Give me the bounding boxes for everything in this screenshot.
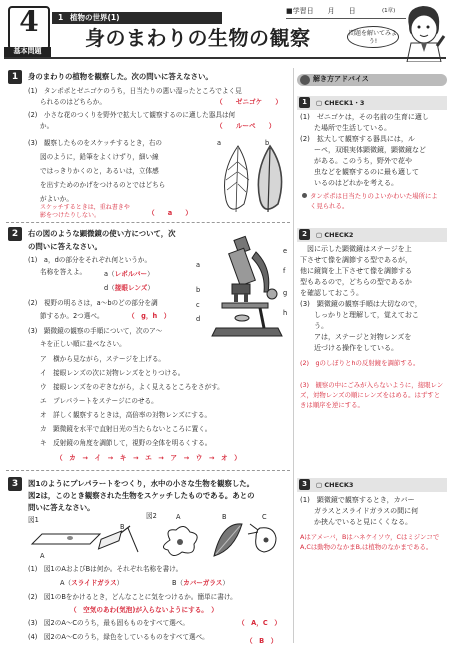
micro-label-a: a xyxy=(196,261,201,269)
q1-hint: スケッチするときは，重ね書きや影をつけたりしない。 xyxy=(40,204,130,219)
advice-1-line4: ーペ，双眼実体顕微鏡，顕微鏡など xyxy=(300,146,426,154)
revolver xyxy=(232,284,250,294)
q1-3-answer: （ a ） xyxy=(148,209,193,217)
advice-2-line4: 型もあるので，どちらの型であるか xyxy=(300,278,412,286)
slide-glass xyxy=(32,534,100,544)
q2-step-ki: キ 反射鏡の角度を調節して，視野の全体を明るくする。 xyxy=(40,439,212,447)
advice-2-line9: アは，ステージと対物レンズを xyxy=(300,333,412,341)
advice-3-hint: Aはアメーバ，Bはハネケイソウ，CはミジンコでA,Cは動物のなかまB,は植物のなかまである。 xyxy=(300,533,440,551)
q2-1-text: (1) a，dの部分をそれぞれ何というか。 xyxy=(28,256,152,264)
unit-subnumber: 1 xyxy=(58,13,64,22)
q1-2-text: (2) 小さな花のつくりを野外で拡大して観察するのに適した器具は何 xyxy=(28,111,236,119)
q1-1-text: (1) タンポポとゼニゴケのうち，日当たりの悪い湿ったところでよく見 xyxy=(28,87,242,95)
speech-bubble: 問題を解いてみよう! xyxy=(347,26,399,48)
advice-2-check: ▢ CHECK2 xyxy=(316,231,354,239)
q2-step-u: ウ 接眼レンズをのぞきながら，よく見えるところをさがす。 xyxy=(40,383,224,391)
mirror xyxy=(235,315,249,321)
q3-3-answer: （ A，C ） xyxy=(238,619,281,627)
header-rule xyxy=(4,57,446,59)
leaf-label-b: b xyxy=(265,139,270,147)
advice-2-hint-1: (2) gのしぼりとhの反射鏡を調節する。 xyxy=(300,359,420,367)
hint-bullet xyxy=(302,193,307,198)
advice-2-line5: を確認しておこう。 xyxy=(300,289,363,297)
advice-3-check: ▢ CHECK3 xyxy=(316,481,354,489)
q1-3-line1: (3) 観察したものをスケッチするとき，右の xyxy=(28,139,163,147)
advice-2-line10: 近づける操作をしている。 xyxy=(300,344,398,352)
q2-step-o: オ 詳しく観察するときは，高倍率の対物レンズにする。 xyxy=(40,411,212,419)
micro-label-h: h xyxy=(283,309,288,317)
micro-label-b: b xyxy=(196,286,201,294)
advice-1-line1: (1) ゼニゴケは，その名前の生育に適し xyxy=(300,113,429,121)
q3-1-text: (1) 図1のAおよびBは何か。それぞれ名称を書け。 xyxy=(28,565,183,573)
advice-2-number: 2 xyxy=(299,229,310,240)
q3-intro-3: 問いに答えなさい。 xyxy=(28,503,95,512)
page-title: 身のまわりの生物の観察 xyxy=(85,26,311,50)
q1-3-line4: を出すためのかげをつけるのとではどちら xyxy=(40,181,166,189)
q2-3-answer: （ カ → イ → キ → エ → ア → ウ → オ ） xyxy=(56,454,241,462)
base xyxy=(212,328,282,336)
q2-2-answer: （ g，h ） xyxy=(128,312,171,320)
advice-3-number: 3 xyxy=(299,479,310,490)
cartoon-boy-icon xyxy=(397,2,447,62)
q1-2-text-b: か。 xyxy=(40,122,54,130)
q1-2-answer: （ ルーペ ） xyxy=(216,122,276,130)
fig1-a-label: A xyxy=(40,552,45,560)
leaf-sketch-figure xyxy=(220,139,290,220)
section-divider-1 xyxy=(6,222,290,223)
organism-sketch-figure xyxy=(150,520,290,562)
q2-3-text-b: キを正しい順に並べなさい。 xyxy=(40,340,126,348)
advice-3-line1: (1) 顕微鏡で観察するとき，カバー xyxy=(300,496,415,504)
q3-1a-answer: スライドガラス xyxy=(71,579,117,587)
micro-label-f: f xyxy=(283,267,286,275)
fig2-a-label: A xyxy=(176,513,181,521)
micro-label-g: g xyxy=(283,289,288,297)
advice-1-number: 1 xyxy=(299,97,310,108)
unit-number: 4 xyxy=(19,5,39,38)
advice-title: 解き方アドバイス xyxy=(313,75,369,83)
q2-2-text: (2) 視野の明るさは，a〜bのどの部分を調 xyxy=(28,299,158,307)
q2-1a-answer: レボルバー xyxy=(114,270,148,278)
q2-2-text-b: 節するか。2つ選べ。 xyxy=(40,312,104,320)
q2-step-i: イ 接眼レンズの次に対物レンズをとりつける。 xyxy=(40,369,185,377)
q2-intro-1: 右の図のような顕微鏡の使い方について，次 xyxy=(28,229,176,238)
question-number-1: 1 xyxy=(8,70,22,84)
advice-2-line8: う。 xyxy=(300,322,328,330)
advice-1-line5: がある。このうち，野外で花や xyxy=(300,157,412,165)
question-number-2: 2 xyxy=(8,227,22,241)
advice-1-line2: た場所で生活している。 xyxy=(300,124,391,132)
q3-2-answer: （ 空気のあわ(気泡)が入らないようにする。 ） xyxy=(70,606,218,614)
kihon-label: 基本問題 xyxy=(13,47,42,55)
slide-preparation-figure xyxy=(30,522,142,558)
advice-1-line3: (2) 拡大して観察する器具には，ル xyxy=(300,135,415,143)
leaf-a-vein xyxy=(236,148,238,212)
advice-3-line2: ガラスとスライドガラスの間に何 xyxy=(300,507,419,515)
q3-4-answer: （ B ） xyxy=(246,637,278,645)
focus-knob xyxy=(267,289,277,299)
tube xyxy=(229,248,256,285)
fig2-c-label: C xyxy=(262,513,267,521)
study-date-underline xyxy=(286,18,406,19)
advice-2-line7: しっかりと理解して，覚えておこ xyxy=(300,311,419,319)
advice-2-line2: 下させて像を調節する型であるが， xyxy=(300,256,412,264)
q2-3-text: (3) 顕微鏡の観察の手順について，次のア〜 xyxy=(28,327,163,335)
micro-label-c: c xyxy=(196,301,200,309)
q1-3-line5: がよいか。 xyxy=(40,195,73,203)
advice-2-line1: 図に示した顕微鏡はステージを上 xyxy=(300,245,412,253)
leaf-label-a: a xyxy=(217,139,222,147)
q3-3-text: (3) 図2のA〜Cのうち，最も固もものをすべて選べ。 xyxy=(28,619,189,627)
q3-2-text: (2) 図1のBをかけるとき，どんなことに気をつけるか。簡単に書け。 xyxy=(28,593,237,601)
q2-step-a: ア 横から見ながら，ステージを上げる。 xyxy=(40,355,166,363)
fig2-b-label: B xyxy=(222,513,227,521)
section-divider-2 xyxy=(6,470,290,471)
fig2-label: 図2 xyxy=(146,512,157,520)
q3-intro-2: 図2は，このとき観察された生物をスケッチしたものである。あとの xyxy=(28,491,255,500)
q1-3-line3: ではっきりかくのと，あるいは，立体感 xyxy=(40,167,159,175)
advice-3-line3: か挟んでいると見にくくなる。 xyxy=(300,518,412,526)
arm xyxy=(252,252,269,292)
q1-3-line2: 図のように，鉛筆をよくけずり，細い線 xyxy=(40,153,159,161)
microscope-figure xyxy=(198,232,292,344)
micro-label-e: e xyxy=(283,247,288,255)
q2-step-ka: カ 顕微鏡を水平で直射日光の当たらないところに置く。 xyxy=(40,425,212,433)
advice-1-hint: タンポポは日当たりのよいかわいた場所によく見られる。 xyxy=(310,192,438,210)
q2-intro-2: の問いに答えなさい。 xyxy=(28,242,102,251)
q3-intro-1: 図1のようにプレパラートをつくり，水中の小さな生物を観察した。 xyxy=(28,479,255,488)
advice-2-line6: (3) 顕微鏡の観察手順は大切なので， xyxy=(300,300,422,308)
q1-1-text-b: られるのはどちらか。 xyxy=(40,98,106,106)
q3-1b-answer: カバーガラス xyxy=(183,579,223,587)
q2-1-text-b: 名称を答えよ。 xyxy=(40,268,87,276)
unit-title: 植物の世界(1) xyxy=(70,13,120,22)
q3-4-text: (4) 図2のA〜Cのうち，緑色をしているものをすべて選べ。 xyxy=(28,633,209,641)
stage xyxy=(222,303,268,308)
fig1-b-label: B xyxy=(120,523,125,531)
advice-1-line6: 虫などを観察するのに最も適して xyxy=(300,168,419,176)
q1-1-answer: （ ゼニゴケ ） xyxy=(216,98,282,106)
advice-1-line7: いるのはどれかを考える。 xyxy=(300,179,398,187)
fig1-label: 図1 xyxy=(28,516,39,524)
study-date: ■学習日 月 日 xyxy=(286,7,356,15)
advice-2-line3: 他に鏡筒を上下させて像を調節する xyxy=(300,267,412,275)
question-number-3: 3 xyxy=(8,477,22,491)
advice-2-hint-2: (3) 観察の中にごみが入らないように，接眼レンズ，対物レンズの順にレンズをはめる。はずすときは順序を逆にする。 xyxy=(300,381,444,409)
q1-intro: 身のまわりの植物を観察した。次の問いに答えなさい。 xyxy=(28,72,213,81)
q2-step-e: エ プレパラートをステージにのせる。 xyxy=(40,397,158,405)
micro-label-d: d xyxy=(196,315,201,323)
study-date-chapter: (1章) xyxy=(382,8,396,14)
q2-1d-answer: 接眼レンズ xyxy=(114,284,148,292)
lightbulb-icon xyxy=(300,75,310,85)
column-divider xyxy=(293,68,294,643)
advice-1-check: ▢ CHECK1・3 xyxy=(316,99,365,107)
